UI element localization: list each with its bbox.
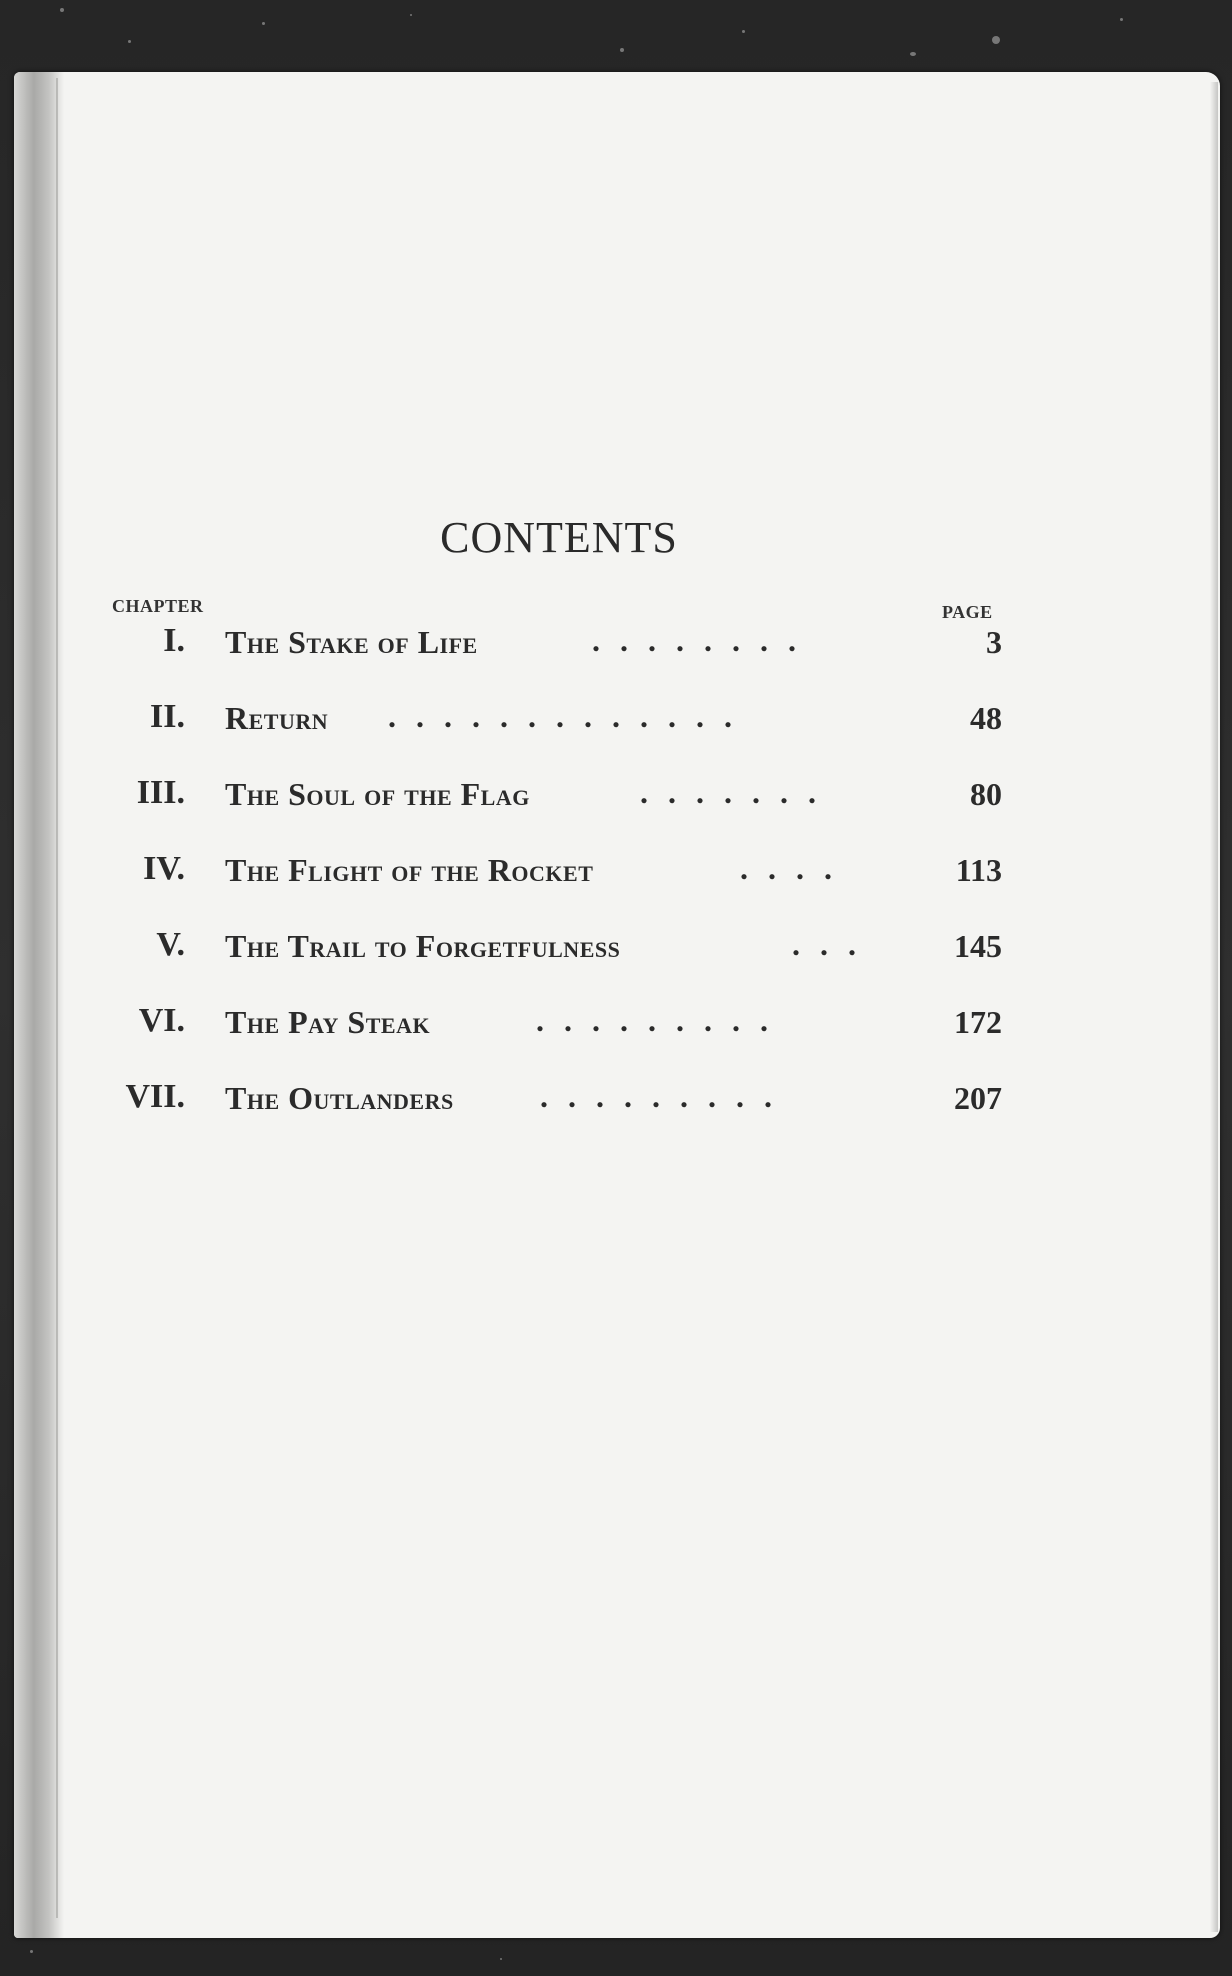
chapter-title: The Outlanders xyxy=(225,1080,454,1116)
chapter-title: The Stake of Life xyxy=(225,624,478,660)
page-number: 113 xyxy=(955,852,1002,888)
toc-entry xyxy=(0,1078,1232,1128)
contents-heading: CONTENTS xyxy=(440,513,678,562)
dust-speck xyxy=(1120,18,1123,21)
dot-leader: ... xyxy=(792,926,876,962)
page-number: 145 xyxy=(954,928,1002,964)
chapter-title: Return xyxy=(225,700,329,736)
chapter-numeral: II. xyxy=(150,698,185,735)
dust-speck xyxy=(500,1958,502,1960)
dot-leader: ....... xyxy=(640,774,836,810)
dust-speck xyxy=(742,30,745,33)
chapter-title: The Soul of the Flag xyxy=(225,776,530,812)
dot-leader: ............. xyxy=(388,698,752,734)
chapter-numeral: IV. xyxy=(143,850,185,887)
toc-entry xyxy=(0,926,1232,976)
toc-entry xyxy=(0,1002,1232,1052)
page-number: 80 xyxy=(970,776,1002,812)
chapter-numeral: VI. xyxy=(138,1002,185,1039)
chapter-numeral: V. xyxy=(156,926,185,963)
dot-leader: ........ xyxy=(592,622,816,658)
toc-entry xyxy=(0,774,1232,824)
page-number: 3 xyxy=(986,624,1002,660)
page-number: 207 xyxy=(954,1080,1002,1116)
chapter-title: The Pay Steak xyxy=(225,1004,431,1040)
dust-speck xyxy=(30,1950,33,1953)
chapter-numeral: VII. xyxy=(125,1078,185,1115)
toc-entry xyxy=(0,850,1232,900)
dot-leader: ......... xyxy=(536,1002,788,1038)
dot-leader: .... xyxy=(740,850,852,886)
dust-speck xyxy=(410,14,412,16)
chapter-title: The Trail to Forgetfulness xyxy=(225,928,621,964)
chapter-numeral: I. xyxy=(163,622,185,659)
page-column-header: PAGE xyxy=(942,602,993,622)
toc-entry xyxy=(0,622,1232,672)
chapter-column-header: CHAPTER xyxy=(112,596,204,616)
page-number: 48 xyxy=(970,700,1002,736)
dust-speck xyxy=(60,8,64,12)
dot-leader: ......... xyxy=(540,1078,792,1114)
gutter-crease xyxy=(56,78,58,1918)
dust-speck xyxy=(620,48,624,52)
page-number: 172 xyxy=(954,1004,1002,1040)
dust-speck xyxy=(128,40,131,43)
chapter-title: The Flight of the Rocket xyxy=(225,852,594,888)
chapter-numeral: III. xyxy=(136,774,185,811)
dust-speck xyxy=(262,22,265,25)
toc-entry xyxy=(0,698,1232,748)
dust-speck xyxy=(910,52,916,56)
dust-speck xyxy=(992,36,1000,44)
